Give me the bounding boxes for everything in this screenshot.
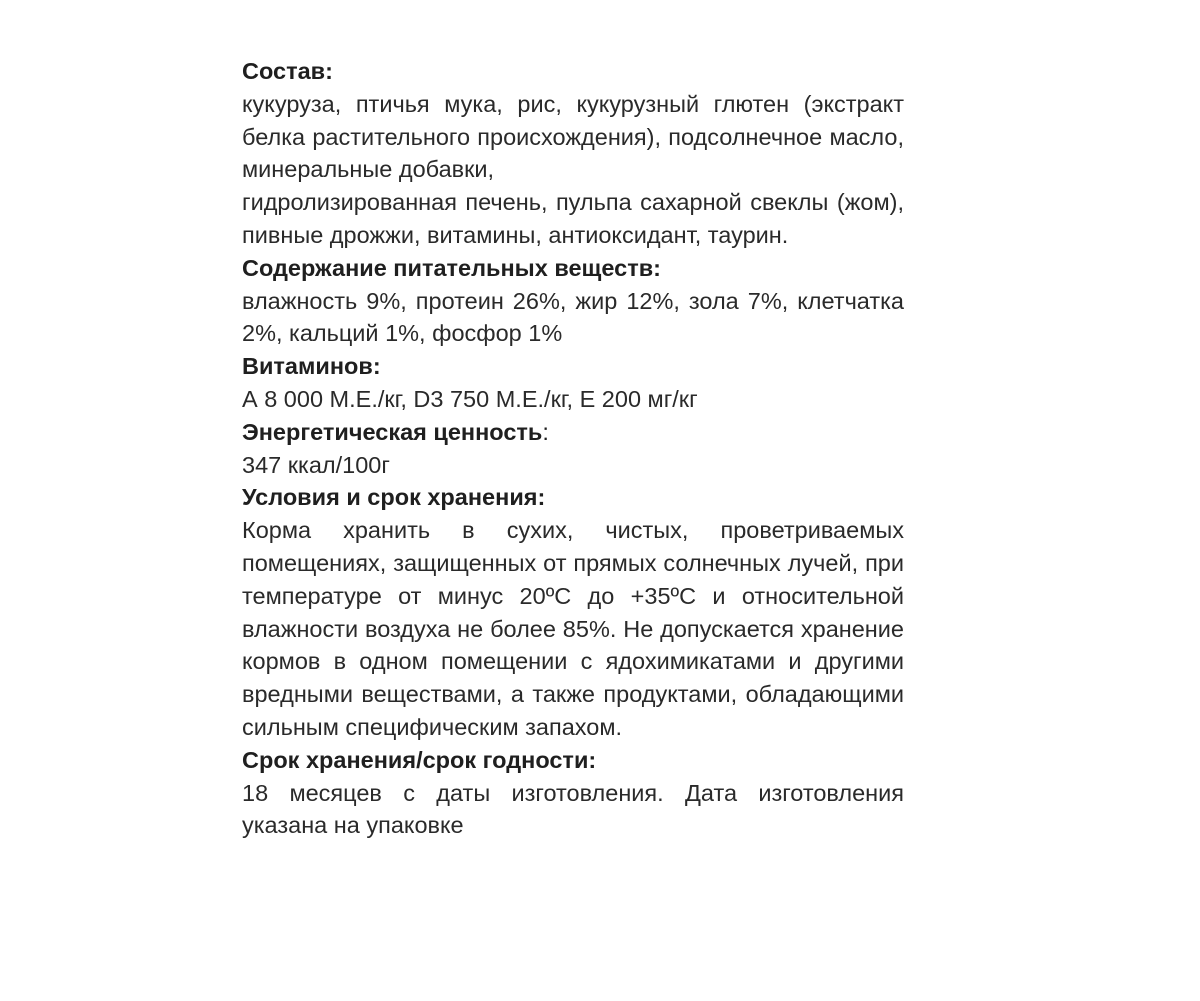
nutrients-text: влажность 9%, протеин 26%, жир 12%, зола 7%, клетчатка 2%, кальций 1%, фосфор 1% <box>242 287 904 347</box>
vitamins-text: А 8 000 М.Е./кг, D3 750 М.Е./кг, Е 200 мг/кг <box>242 385 698 412</box>
energy-heading <box>242 416 904 449</box>
storage-text: Корма хранить в сухих, чистых, проветриваемых помещениях, защищенных от прямых солнечных лучей, при температуре от минус 20ºС до +35ºС и относительной влажности воздуха не более 85%. Не допускается хранение кормов в одном помещении с ядохимикатами и другими вредными веществами, а также продуктами, обладающими сильным специфическим запахом. <box>242 517 904 740</box>
energy-heading-colon: : <box>542 418 549 445</box>
shelf-life-text: 18 месяцев с даты изготовления. Дата изготовления указана на упаковке <box>242 779 904 839</box>
vitamins-heading: Витаминов: <box>242 353 381 380</box>
composition-text-1: кукуруза, птичья мука, рис, кукурузный глютен (экстракт белка растительного происхождения), подсолнечное масло, минеральные добавки, <box>242 90 904 183</box>
composition-heading: Состав: <box>242 58 333 84</box>
shelf-life-heading: Срок хранения/срок годности: <box>242 746 597 773</box>
energy-text: 347 ккал/100г <box>242 451 390 478</box>
storage-heading: Условия и срок хранения: <box>242 484 546 511</box>
energy-heading-label: Энергетическая ценность <box>242 418 543 445</box>
nutrients-heading: Содержание питательных веществ: <box>242 254 661 281</box>
composition-text-2: гидролизированная печень, пульпа сахарной свеклы (жом), пивные дрожжи, витамины, антиоксидант, таурин. <box>242 189 904 248</box>
product-info-document <box>242 55 904 842</box>
